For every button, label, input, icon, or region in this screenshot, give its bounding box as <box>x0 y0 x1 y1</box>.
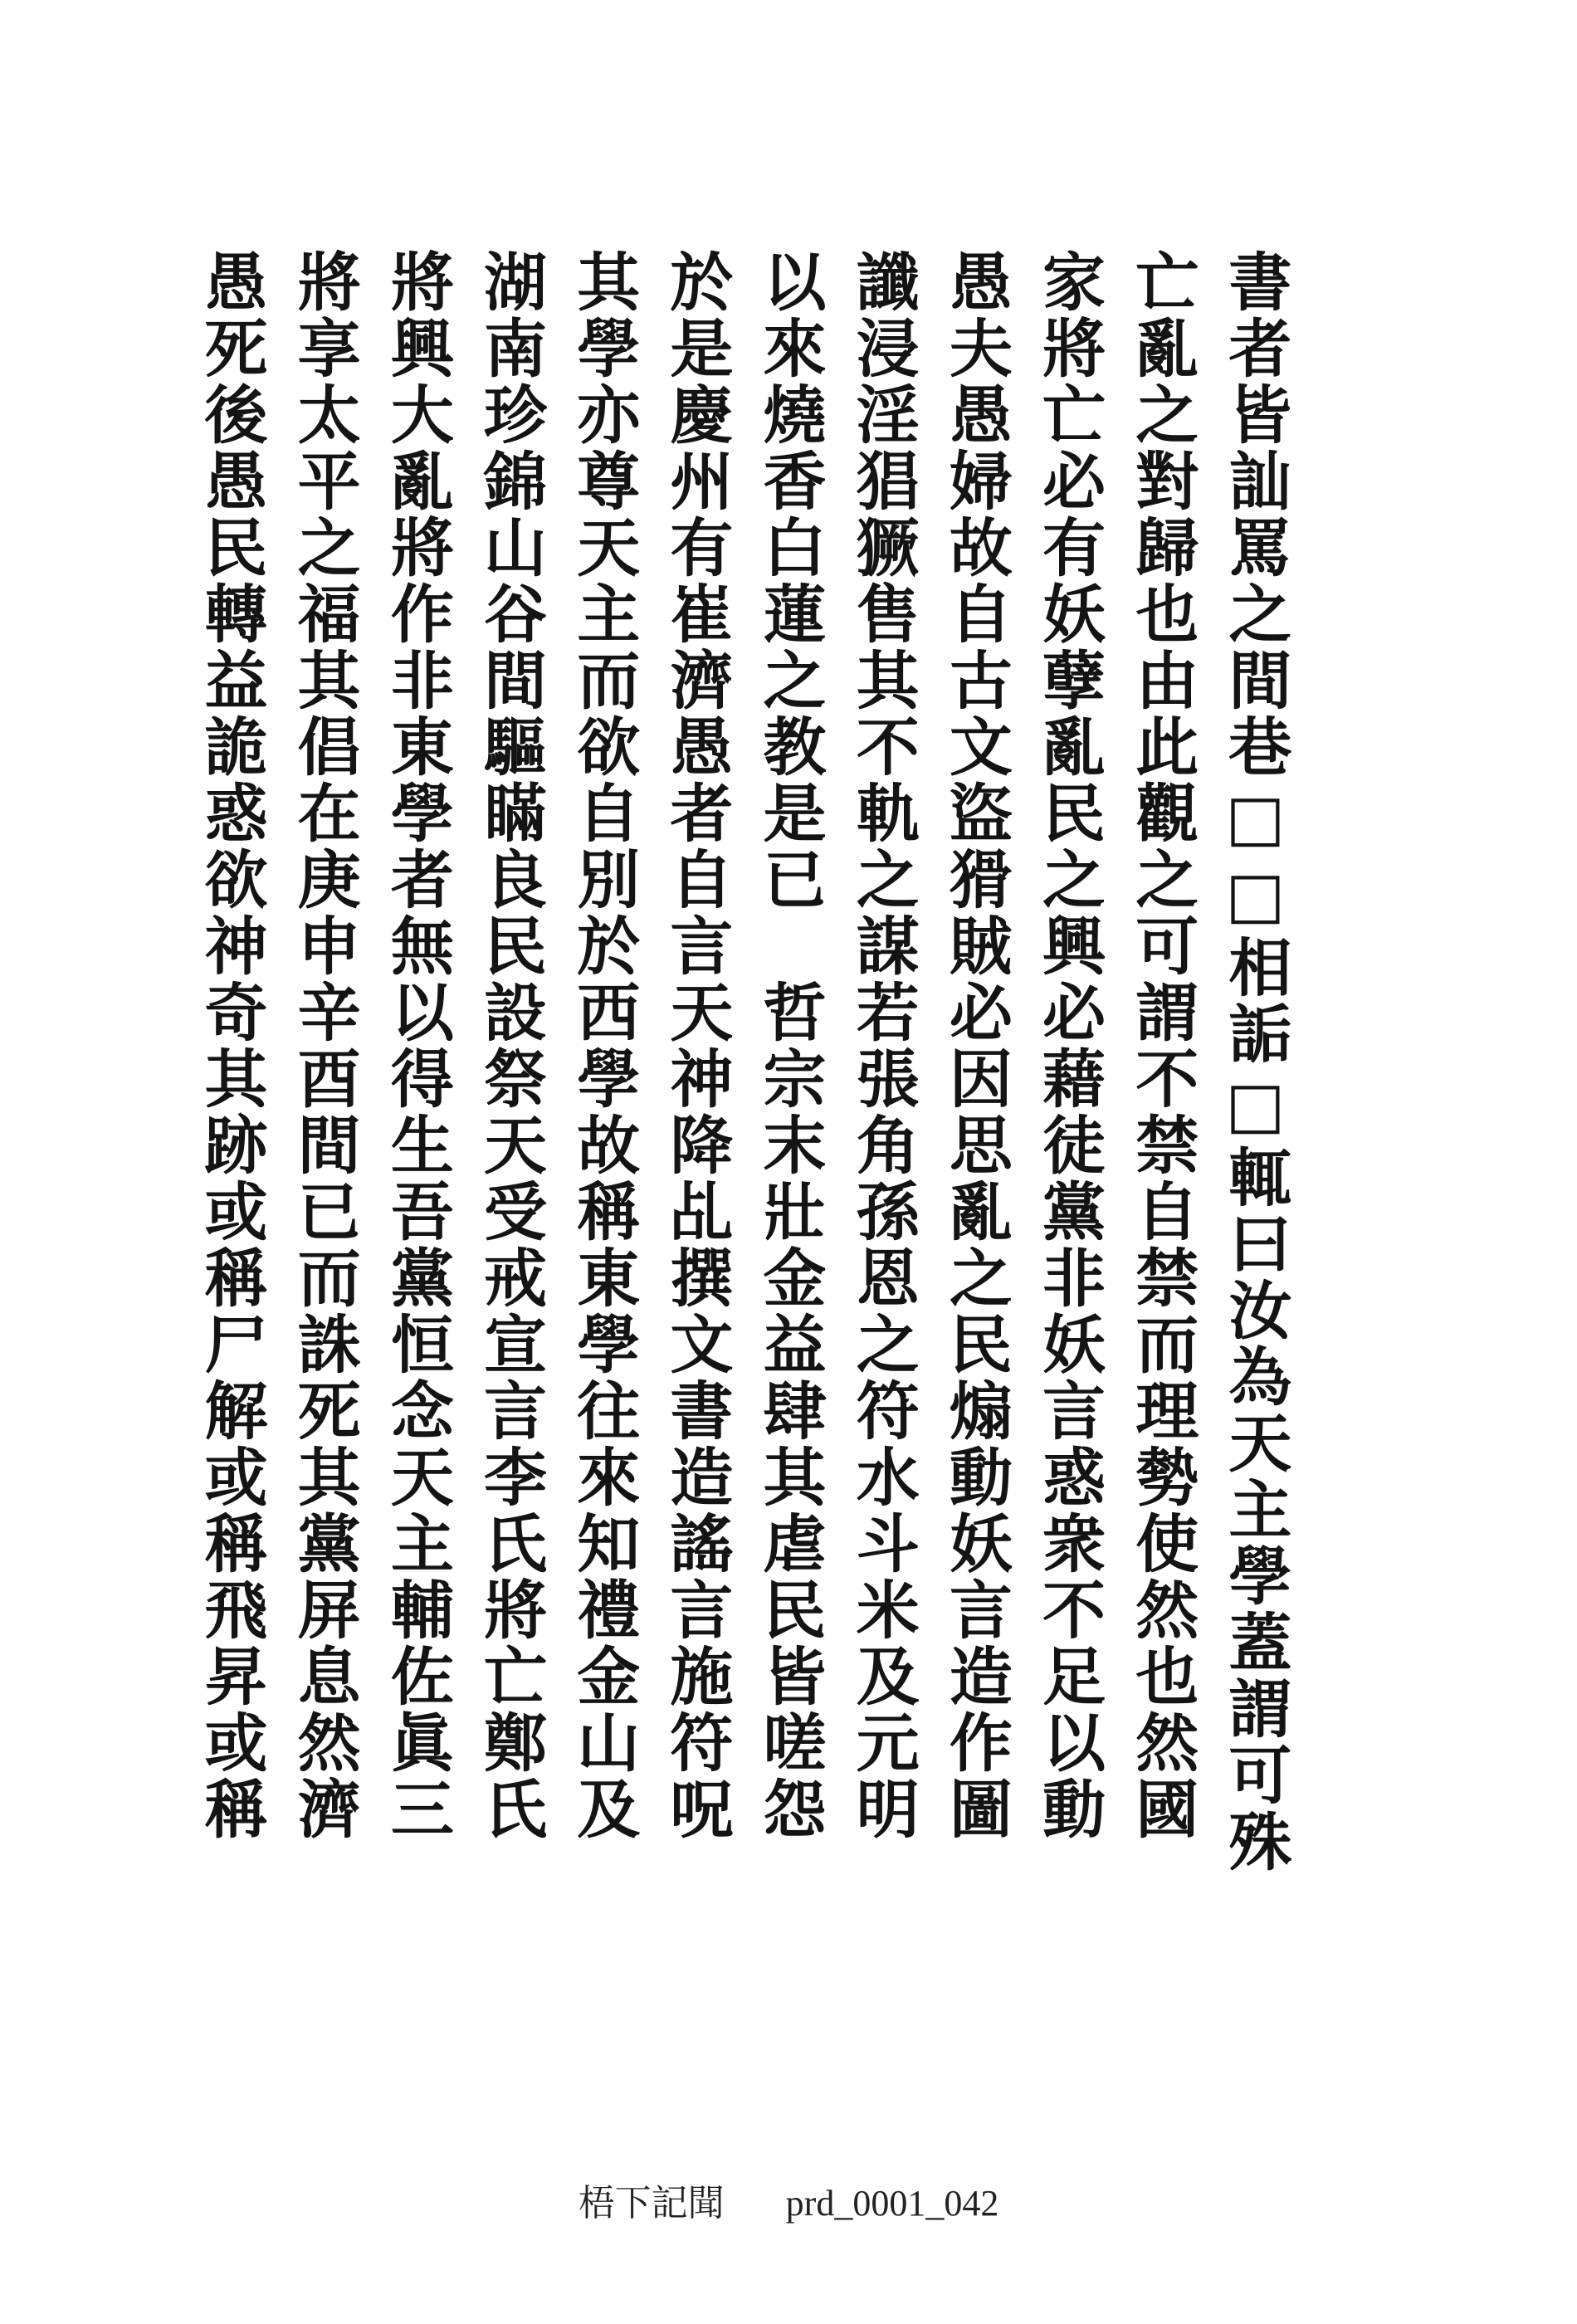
text-column-12: 愚死後愚民轉益詭惑欲神奇其跡或稱尸解或稱飛昇或稱 <box>194 249 268 1843</box>
page-footer <box>0 2173 1577 2226</box>
text-column-4: 愚夫愚婦故自古文盜猾賊必因思亂之民煽動妖言造作圖 <box>939 249 1013 1843</box>
text-column-8: 其學亦尊天主而欲自別於西學故稱東學往來知禮金山及 <box>566 249 641 1843</box>
text-column-3: 家將亡必有妖孽亂民之興必藉徒黨非妖言惑衆不足以動 <box>1032 249 1106 1843</box>
text-column-7: 於是慶州有崔濟愚者自言天神降乩撰文書造謠言施符呪 <box>659 249 734 1843</box>
text-column-6: 以來燒香白蓮之教是已 哲宗末壯金益肆其虐民皆嗟怨 <box>753 249 828 1843</box>
page-identifier: prd_0001_042 <box>785 2183 999 2224</box>
text-column-1: 書者皆訕罵之間巷□□相詬□輒曰汝為天主學蓋謂可殊 <box>1218 249 1292 1875</box>
vertical-text-block <box>191 249 1295 1876</box>
text-column-5: 讖浸淫猖獗售其不軌之謀若張角孫恩之符水斗米及元明 <box>846 249 920 1843</box>
text-column-11: 將享太平之福其倡在庚申辛酉間已而誅死其黨屏息然濟 <box>287 249 362 1843</box>
text-column-10: 將興大亂將作非東學者無以得生吾黨恒念天主輔佐眞三 <box>380 249 455 1843</box>
text-column-9: 湖南珍錦山谷間驅瞞良民設祭天受戒宣言李氏將亡鄭氏 <box>473 249 548 1843</box>
text-column-2: 亡亂之對歸也由此觀之可謂不禁自禁而理勢使然也然國 <box>1125 249 1199 1843</box>
book-title: 梧下記聞 <box>578 2183 725 2224</box>
